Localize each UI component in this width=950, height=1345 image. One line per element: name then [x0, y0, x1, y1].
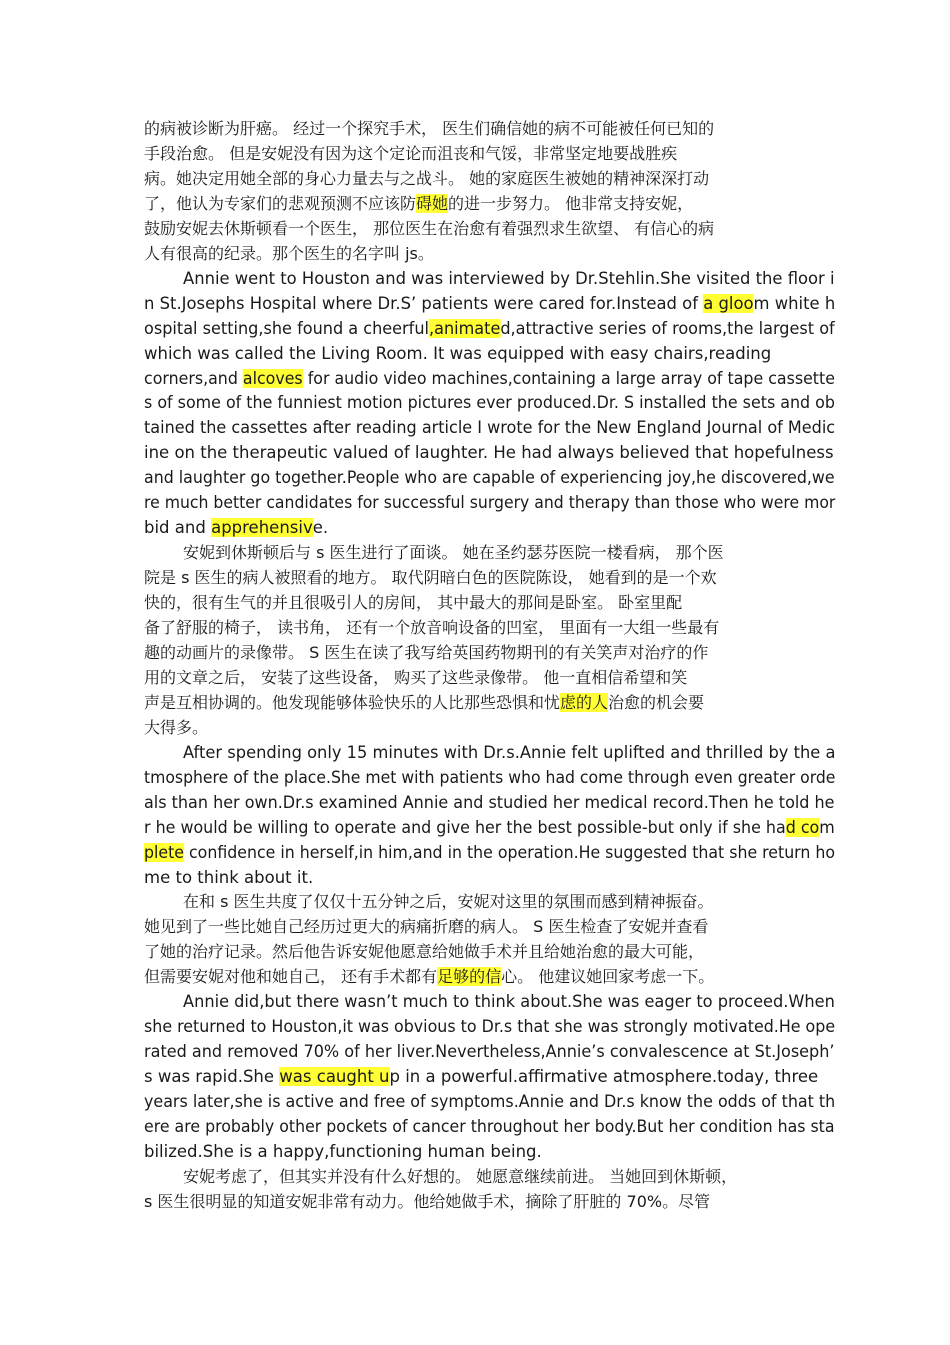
- text-segment: 的病被诊断为肝癌。 经过一个探究手术， 医生们确信她的病不可能被任何已知的: [144, 119, 715, 138]
- text-line: [183, 742, 835, 764]
- text-line: [183, 1166, 737, 1188]
- text-segment: als than her own.Dr.s examined Annie and studied her medical record.Then he told he: [144, 792, 835, 812]
- text-line: [144, 617, 719, 639]
- text-segment: 备了舒服的椅子， 读书角， 还有一个放音响设备的凹室， 里面有一大组一些最有: [144, 618, 720, 637]
- text-segment: 大得多。: [144, 717, 209, 737]
- text-segment: Annie went to Houston and was interviewed by Dr.Stehlin.She visited the floor i: [183, 268, 835, 288]
- text-line: [183, 268, 835, 290]
- text-line: [144, 417, 835, 439]
- highlighted-text: a gloo: [703, 293, 754, 313]
- highlighted-text: 碍她: [416, 193, 449, 213]
- text-segment: which was called the Living Room. It was equipped with easy chairs,reading: [144, 343, 772, 363]
- highlighted-text: alcoves: [242, 368, 303, 388]
- highlighted-text: plete: [144, 842, 184, 862]
- text-line: [144, 567, 717, 589]
- text-line: [144, 492, 835, 514]
- text-segment: re much better candidates for successful surgery and therapy than those who were mor: [144, 493, 836, 513]
- text-line: [144, 1191, 710, 1213]
- text-segment: s was rapid.She: [144, 1067, 280, 1087]
- text-segment: n St.Josephs Hospital where Dr.S’ patients were cared for.Instead of: [144, 293, 704, 313]
- text-line: [144, 717, 208, 739]
- text-segment: 治愈的机会要: [608, 692, 705, 712]
- text-line: [183, 542, 724, 564]
- text-line: [144, 692, 704, 714]
- text-segment: 声是互相协调的。他发现能够体验快乐的人比那些恐惧和忧: [144, 692, 561, 712]
- text-line: [144, 966, 714, 988]
- text-line: [144, 767, 835, 789]
- text-segment: bilized.She is a happy,functioning human being.: [144, 1141, 542, 1161]
- text-line: [144, 842, 835, 864]
- text-segment: 手段治愈。 但是安妮没有因为这个定论而沮丧和气馁，非常坚定地要战胜疾: [144, 143, 678, 163]
- text-segment: me to think about it.: [144, 867, 314, 887]
- text-segment: 院是 s 医生的病人被照看的地方。 取代阴暗白色的医院陈设， 她看到的是一个欢: [144, 568, 717, 588]
- text-segment: 但需要安妮对他和她自己， 还有手术都有: [144, 967, 438, 987]
- text-segment: and laughter go together.People who are capable of experiencing joy,he discovered,we: [144, 468, 835, 488]
- text-line: [144, 867, 313, 889]
- text-segment: rated and removed 70% of her liver.Nevertheless,Annie’s convalescence at St.Joseph’: [144, 1042, 835, 1062]
- text-segment: 安妮考虑了，但其实并没有什么好想的。 她愿意继续前进。 当她回到休斯顿，: [183, 1166, 738, 1186]
- text-segment: m: [819, 817, 835, 837]
- highlighted-text: 足够的信: [437, 967, 502, 987]
- text-line: [144, 218, 714, 240]
- text-line: [144, 442, 834, 464]
- text-line: [144, 1116, 835, 1138]
- text-segment: tained the cassettes after reading article I wrote for the New England Journal of Medic: [144, 418, 836, 438]
- text-line: [144, 193, 693, 215]
- text-segment: 快的，很有生气的并且很吸引人的房间， 其中最大的那间是卧室。 卧室里配: [144, 593, 683, 613]
- text-segment: 了，他认为专家们的悲观预测不应该防: [144, 193, 417, 213]
- text-line: [144, 792, 834, 814]
- text-line: [144, 1041, 835, 1063]
- text-line: [144, 293, 835, 315]
- text-segment: m white h: [753, 293, 836, 313]
- text-line: [144, 143, 677, 165]
- text-segment: confidence in herself,in him,and in the operation.He suggested that she return ho: [183, 842, 836, 862]
- text-line: [144, 1066, 818, 1088]
- text-segment: 在和 s 医生共度了仅仅十五分钟之后，安妮对这里的氛围而感到精神振奋。: [183, 892, 714, 912]
- text-line: [183, 991, 835, 1013]
- text-segment: for audio video machines,containing a large array of tape cassette: [302, 368, 835, 388]
- text-segment: s of some of the funniest motion pictures ever produced.Dr. S installed the sets and ob: [144, 393, 835, 413]
- text-segment: 心。 他建议她回家考虑一下。: [501, 967, 715, 987]
- text-segment: s 医生很明显的知道安妮非常有动力。他给她做手术，摘除了肝脏的 70%。尽管: [144, 1191, 711, 1211]
- text-line: [144, 1091, 835, 1113]
- text-segment: bid and: [144, 518, 212, 538]
- text-segment: 趣的动画片的录像带。 S 医生在读了我写给英国药物期刊的有关笑声对治疗的作: [144, 642, 709, 662]
- text-line: [144, 517, 328, 539]
- text-segment: d,attractive series of rooms,the largest of: [500, 318, 835, 338]
- text-segment: ere are probably other pockets of cancer throughout her body.But her condition has sta: [144, 1117, 835, 1136]
- text-line: [144, 667, 687, 689]
- text-line: [144, 467, 835, 489]
- text-segment: years later,she is active and free of symptoms.Annie and Dr.s know the odds of that th: [144, 1092, 836, 1112]
- text-segment: e.: [312, 518, 329, 538]
- text-line: [144, 368, 835, 390]
- text-segment: 鼓励安妮去休斯顿看一个医生， 那位医生在治愈有着强烈求生欲望、 有信心的病: [144, 218, 715, 238]
- text-line: [144, 118, 714, 140]
- text-line: [144, 1016, 835, 1038]
- text-segment: 的进一步努力。 他非常支持安妮，: [448, 193, 694, 213]
- text-line: [144, 1141, 542, 1163]
- text-segment: ospital setting,she found a cheerful: [144, 318, 429, 338]
- highlighted-text: 虑的人: [560, 692, 609, 712]
- text-line: [183, 891, 714, 913]
- highlighted-text: apprehensiv: [211, 518, 313, 538]
- text-segment: 人有很高的纪录。那个医生的名字叫 js。: [144, 243, 434, 263]
- text-line: [144, 392, 835, 414]
- highlighted-text: d co: [785, 817, 820, 837]
- highlighted-text: was caught u: [279, 1067, 390, 1087]
- text-line: [144, 318, 835, 340]
- text-line: [144, 642, 708, 664]
- text-segment: 安妮到休斯顿后与 s 医生进行了面谈。 她在圣约瑟芬医院一楼看病， 那个医: [183, 543, 724, 563]
- text-segment: Annie did,but there wasn’t much to think about.She was eager to proceed.When: [183, 992, 835, 1012]
- text-line: [144, 941, 704, 963]
- text-line: [144, 817, 835, 839]
- text-segment: ine on the therapeutic valued of laughter. He had always believed that hopefulness: [144, 443, 834, 463]
- text-line: [144, 592, 682, 614]
- text-segment: After spending only 15 minutes with Dr.s.Annie felt uplifted and thrilled by the a: [183, 742, 836, 762]
- highlighted-text: ,animate: [428, 318, 501, 338]
- text-segment: r he would be willing to operate and give her the best possible-but only if she ha: [144, 817, 786, 837]
- text-line: [144, 243, 434, 265]
- text-segment: 她见到了一些比她自己经历过更大的病痛折磨的病人。 S 医生检查了安妮并查看: [144, 917, 709, 937]
- text-segment: p in a powerful.affirmative atmosphere.today, three: [389, 1067, 819, 1087]
- text-segment: tmosphere of the place.She met with patients who had come through even greater orde: [144, 767, 836, 787]
- text-segment: 用的文章之后， 安装了这些设备， 购买了这些录像带。 他一直相信希望和笑: [144, 667, 688, 687]
- text-segment: 病。她决定用她全部的身心力量去与之战斗。 她的家庭医生被她的精神深深打动: [144, 168, 710, 188]
- text-segment: corners,and: [144, 368, 243, 388]
- text-line: [144, 168, 709, 190]
- text-segment: 了她的治疗记录。然后他告诉安妮他愿意给她做手术并且给她治愈的最大可能，: [144, 942, 705, 962]
- text-line: [144, 343, 771, 365]
- text-line: [144, 916, 708, 938]
- text-segment: she returned to Houston,it was obvious to Dr.s that she was strongly motivated.He ope: [144, 1017, 836, 1037]
